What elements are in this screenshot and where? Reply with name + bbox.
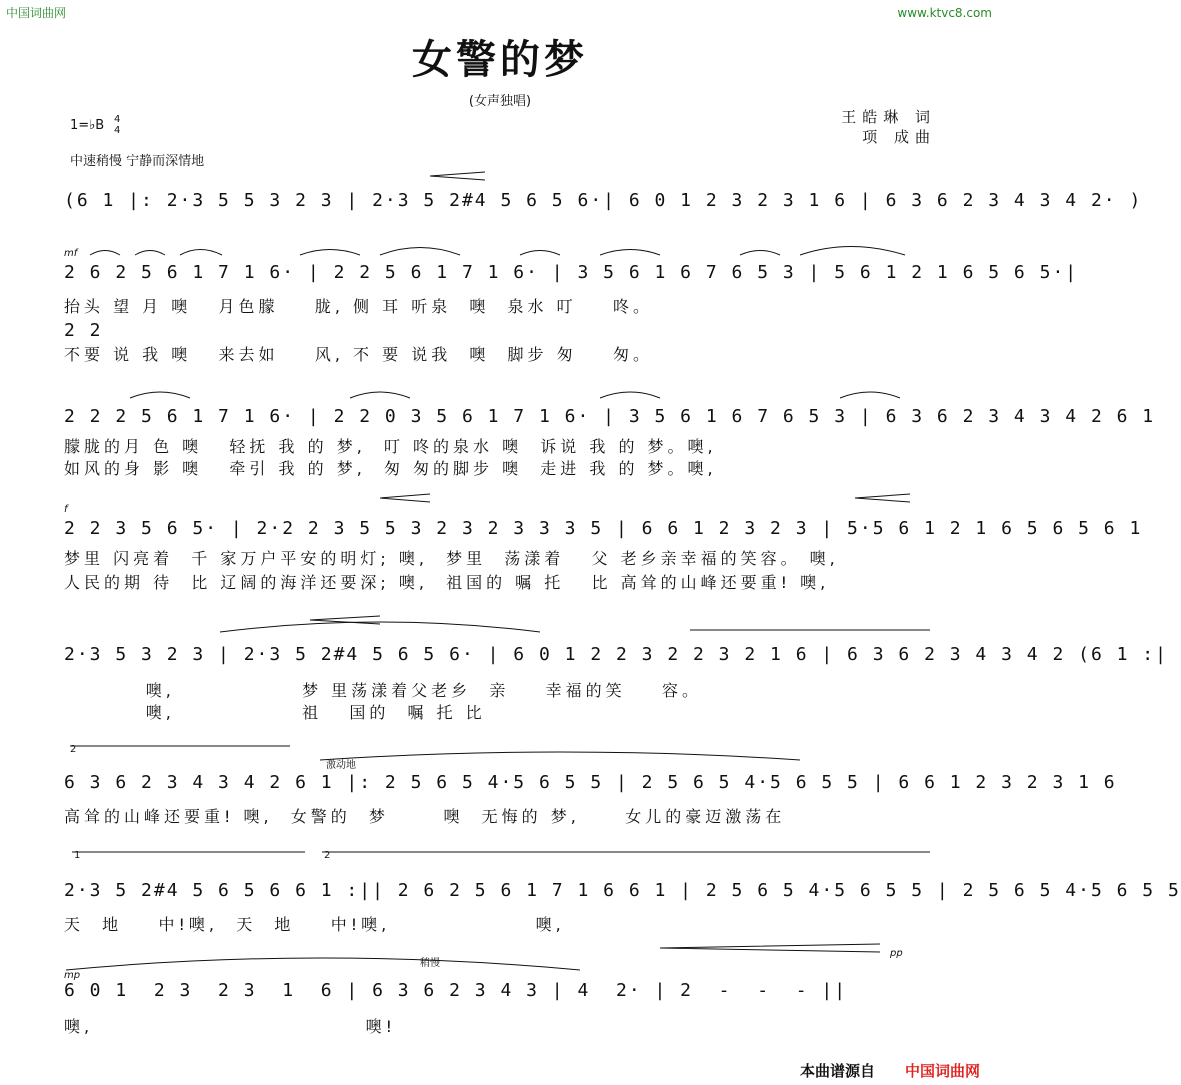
meter-top: 4: [114, 114, 121, 125]
ending-2-label: 2: [70, 744, 77, 755]
slur: [740, 247, 905, 256]
lyrics-row-3-verse-2: 如风的身 影 噢 牵引 我 的 梦, 匆 匆的脚步 噢 走进 我 的 梦。噢,: [64, 459, 717, 478]
lyrics-row-8: 噢, 噢!: [64, 1017, 397, 1036]
song-subtitle: (女声独唱): [468, 94, 532, 109]
crescendo-hairpin: [430, 172, 485, 180]
notes: (6 1 |: 2·3 5 5 3 2 3 | 2·3 5 2#4 5 6 5 6·| 6 0 1 2 3 2 3 1 6 | 6 3 6 2 3 4 3 4 2· ): [64, 190, 1143, 211]
slur: [520, 250, 660, 256]
lyrics-row-4-verse-2: 人民的期 待 比 辽阔的海洋还要深; 噢, 祖国的 嘱 托 比 高耸的山峰还要重! 噢,: [64, 573, 830, 592]
slur: [300, 248, 460, 256]
lyrics-row-2-verse-1: 抬头 望 月 噢 月色朦 胧, 侧 耳 听泉 噢 泉水 叮 咚。: [64, 297, 653, 316]
dynamic-mp: mp: [64, 970, 81, 981]
watermark-left: 中国词曲网: [6, 6, 67, 20]
crescendo-hairpin: [380, 494, 430, 502]
lyricist: 王皓琳 词: [841, 108, 936, 126]
tempo-marking: 中速稍慢 宁静而深情地: [70, 154, 205, 169]
notes: 2·3 5 3 2 3 | 2·3 5 2#4 5 6 5 6· | 6 0 1 2 2 3 2 2 3 2 1 6 | 6 3 6 2 3 4 3 4 2 (6 1 :|: [64, 644, 1168, 665]
slur: [600, 392, 900, 398]
composer: 项 成曲: [862, 128, 936, 146]
footer-site: 中国词曲网: [905, 1062, 981, 1080]
slur: [320, 752, 800, 760]
dynamic-f: f: [64, 504, 68, 515]
lyrics-row-4-verse-1: 梦里 闪亮着 千 家万户平安的明灯; 噢, 梦里 荡漾着 父 老乡亲幸福的笑容。 噢,: [64, 549, 839, 568]
notes: 2 2: [64, 320, 103, 341]
tempo-slower: 稍慢: [420, 958, 440, 969]
notes: 6 3 6 2 3 4 3 4 2 6 1 |: 2 5 6 5 4·5 6 5 5 | 2 5 6 5 4·5 6 5 5 | 6 6 1 2 3 2 3 1 6: [64, 772, 1117, 793]
notes: 2·3 5 2#4 5 6 5 6 6 1 :|| 2 6 2 5 6 1 7 1 6 6 1 | 2 5 6 5 4·5 6 5 5 | 2 5 6 5 4·5 6 5 5: [64, 880, 1181, 901]
tempo-excited: 激动地: [326, 760, 356, 771]
crescendo-hairpin: [855, 494, 910, 502]
notes: 2 2 2 5 6 1 7 1 6· | 2 2 0 3 5 6 1 7 1 6· | 3 5 6 1 6 7 6 5 3 | 6 3 6 2 3 4 3 4 2 6 1: [64, 406, 1156, 427]
lyrics-row-5-verse-1: 噢, 梦 里荡漾着父老乡 亲 幸福的笑 容。: [64, 681, 703, 700]
ending-1-label: 1: [74, 850, 81, 861]
slur: [66, 958, 580, 970]
lyrics-row-7: 天 地 中!噢, 天 地 中!噢, 噢,: [64, 915, 565, 934]
dynamic-mf: mf: [64, 248, 78, 259]
lyrics-row-2-verse-2: 不要 说 我 噢 来去如 风, 不 要 说我 噢 脚步 匆 匆。: [64, 345, 653, 364]
footer-source: 本曲谱源自: [800, 1062, 876, 1080]
diminuendo-hairpin: [660, 944, 880, 952]
lyrics-row-5-verse-2: 噢, 祖 国的 嘱 托 比: [64, 703, 486, 722]
watermark-right: www.ktvc8.com: [897, 6, 992, 20]
notes: 2 6 2 5 6 1 7 1 6· | 2 2 5 6 1 7 1 6· | 3 5 6 1 6 7 6 5 3 | 5 6 1 2 1 6 5 6 5·|: [64, 262, 1079, 283]
lyrics-row-6: 高耸的山峰还要重! 噢, 女警的 梦 噢 无悔的 梦, 女儿的豪迈激荡在: [64, 807, 786, 826]
song-title: 女警的梦: [412, 37, 588, 83]
meter-bottom: 4: [114, 125, 121, 136]
notes: 2 2 3 5 6 5· | 2·2 2 3 5 5 3 2 3 2 3 3 3 5 | 6 6 1 2 3 2 3 | 5·5 6 1 2 1 6 5 6 5 6 1: [64, 518, 1143, 539]
notes: 6 0 1 2 3 2 3 1 6 | 6 3 6 2 3 4 3 | 4 2· | 2 - - - ||: [64, 980, 848, 1001]
slur: [130, 392, 410, 398]
key-signature: 1=♭B: [70, 118, 105, 133]
dynamic-pp: pp: [890, 948, 903, 959]
slur: [90, 250, 222, 256]
lyrics-row-3-verse-1: 朦胧的月 色 噢 轻抚 我 的 梦, 叮 咚的泉水 噢 诉说 我 的 梦。噢,: [64, 437, 717, 456]
ending-2-label-b: 2: [324, 850, 331, 861]
